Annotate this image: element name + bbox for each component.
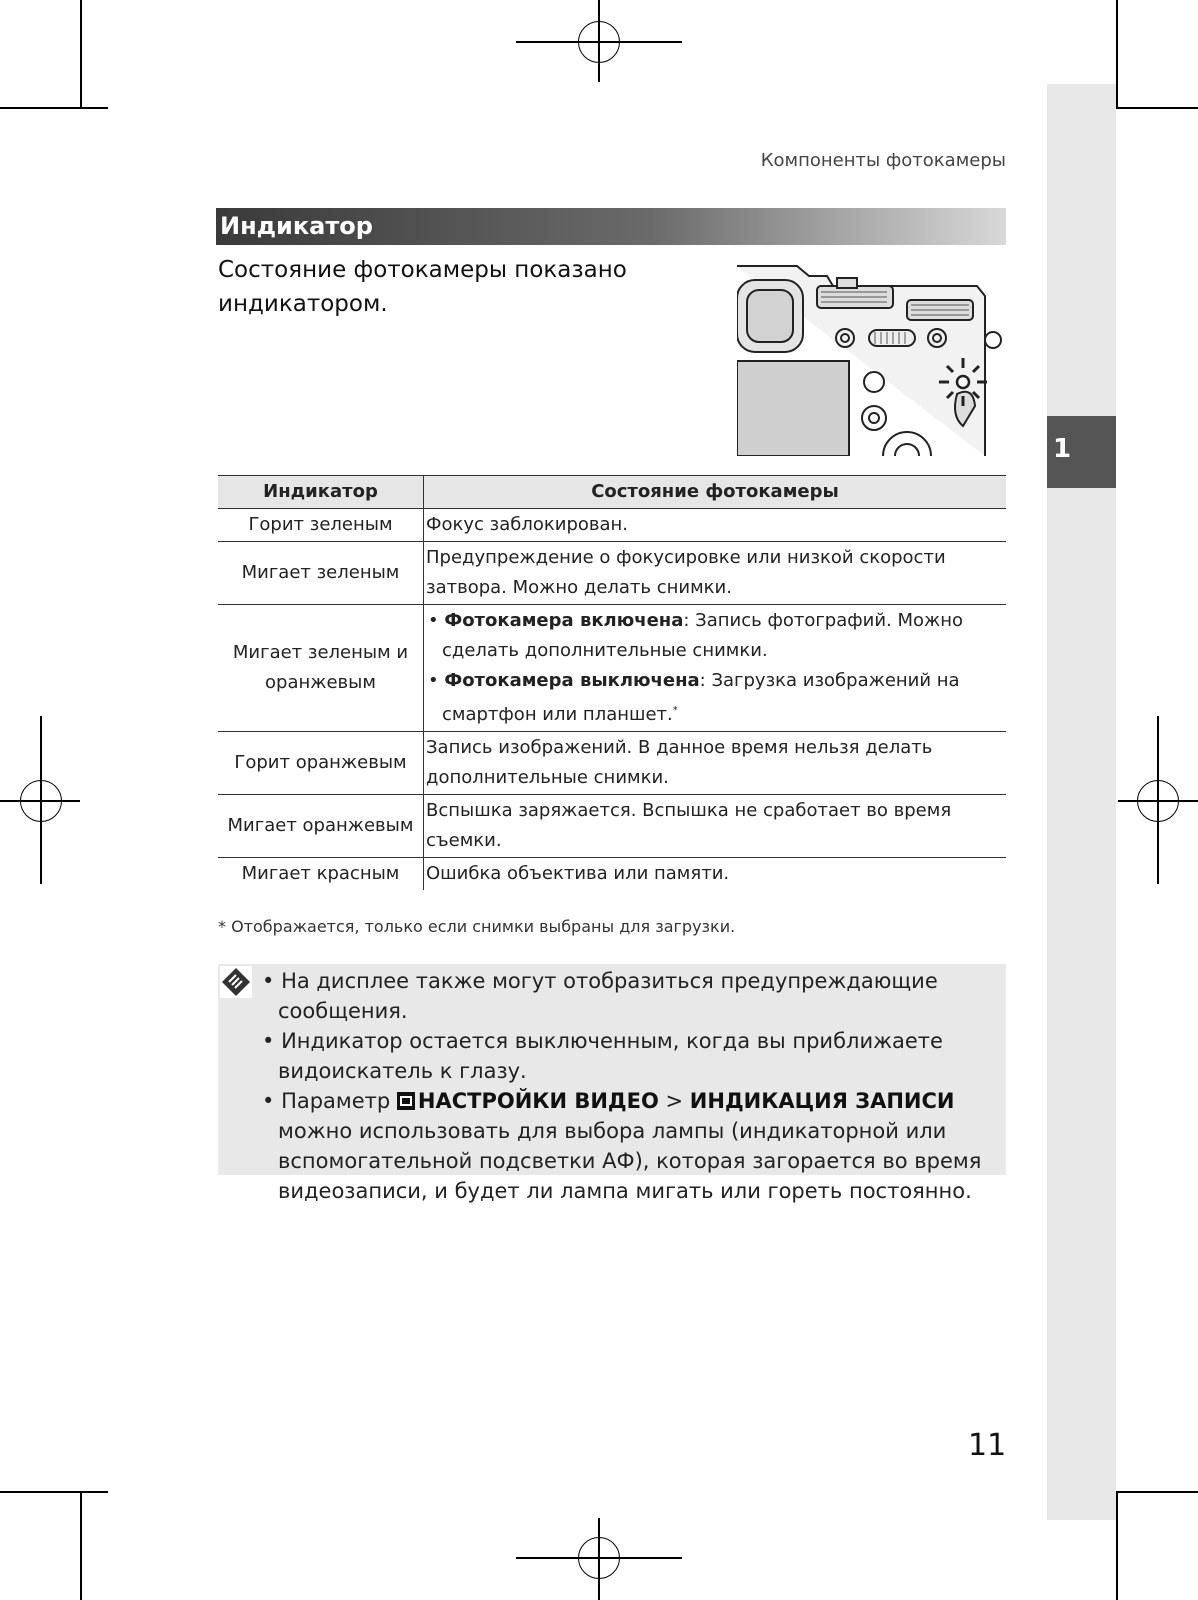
bullet-bold: Фотокамера включена xyxy=(444,610,684,631)
note-prefix: Параметр xyxy=(281,1089,397,1113)
note-item: • Индикатор остается выключенным, когда вы приближаете видоискатель к глазу. xyxy=(262,1029,943,1083)
table-row xyxy=(218,542,1006,605)
state-bullet: • Фотокамера включена: Запись фотографий. Можно сделать дополнительные снимки. xyxy=(428,610,964,661)
table-header-row xyxy=(218,476,1006,509)
note-item: • На дисплее также могут отобразиться предупреждающие сообщения. xyxy=(262,969,938,1023)
state-cell: Вспышка заряжается. Вспышка не сработает во время съемки. xyxy=(424,795,1007,858)
note-text: Индикатор остается выключенным, когда вы приближаете видоискатель к глазу. xyxy=(278,1029,943,1083)
indicator-cell: Мигает оранжевым xyxy=(218,795,424,858)
side-strip xyxy=(1047,84,1116,1520)
table-row xyxy=(218,858,1006,891)
indicator-cell: Горит оранжевым xyxy=(218,732,424,795)
state-cell: Запись изображений. В данное время нельзя делать дополнительные снимки. xyxy=(424,732,1007,795)
table-row xyxy=(218,605,1006,732)
indicator-cell xyxy=(218,605,424,732)
running-head: Компоненты фотокамеры xyxy=(760,150,1006,171)
indicator-table xyxy=(218,475,1006,890)
state-cell xyxy=(424,605,1007,732)
chapter-number: 1 xyxy=(1053,434,1072,464)
state-cell: Предупреждение о фокусировке или низкой скорости затвора. Можно делать снимки. xyxy=(424,542,1007,605)
indicator-cell: Горит зеленым xyxy=(218,509,424,542)
column-header-indicator: Индикатор xyxy=(218,476,424,509)
note-text: можно использовать для выбора лампы (индикаторной или вспомогательной подсветки АФ), которая загорается во время видеозаписи, и будет ли лампа мигать или гореть постоянно. xyxy=(278,1119,982,1203)
note-text: На дисплее также могут отобразиться предупреждающие сообщения. xyxy=(278,969,938,1023)
page-number: 11 xyxy=(968,1428,1007,1463)
state-cell: Фокус заблокирован. xyxy=(424,509,1007,542)
footnote: * Отображается, только если снимки выбраны для загрузки. xyxy=(218,917,736,936)
bullet-bold: Фотокамера выключена xyxy=(444,670,700,691)
footnote-mark: * xyxy=(672,705,678,716)
state-cell: Ошибка объектива или памяти. xyxy=(424,858,1007,891)
indicator-cell: Мигает красным xyxy=(241,863,400,884)
menu-name-video-settings: НАСТРОЙКИ ВИДЕО xyxy=(417,1089,659,1113)
menu-separator: > xyxy=(658,1089,690,1113)
bullet-text: : Загрузка изображений на смартфон или планшет. xyxy=(442,670,960,725)
section-title: Индикатор xyxy=(220,212,373,240)
intro-text: Состояние фотокамеры показано индикатором. xyxy=(218,257,627,317)
table-row xyxy=(218,795,1006,858)
movie-menu-icon xyxy=(397,1092,415,1110)
camera-illustration xyxy=(737,256,1007,456)
note-pencil-icon xyxy=(220,966,252,998)
indicator-text: Мигает зеленым и оранжевым xyxy=(232,642,409,693)
table-row xyxy=(218,732,1006,795)
note-box xyxy=(218,964,1006,1203)
bullet-text: : Запись фотографий. Можно сделать дополнительные снимки. xyxy=(442,610,964,661)
note-item: • Параметр НАСТРОЙКИ ВИДЕО > ИНДИКАЦИЯ ЗАПИСИ можно использовать для выбора лампы (индикаторной или вспомогательной подсветки АФ), которая загорается во время видеозаписи, и будет ли лампа мигать или гореть постоянно. xyxy=(262,1089,982,1203)
column-header-state: Состояние фотокамеры xyxy=(424,476,1007,509)
note-list xyxy=(260,966,1000,1206)
table-row xyxy=(218,509,1006,542)
section-header xyxy=(216,208,1006,245)
state-bullet: • Фотокамера выключена: Загрузка изображений на смартфон или планшет.* xyxy=(428,670,960,725)
chapter-tab[interactable] xyxy=(1047,416,1116,488)
menu-name-recording-indicator: ИНДИКАЦИЯ ЗАПИСИ xyxy=(689,1089,955,1113)
indicator-cell: Мигает зеленым xyxy=(218,542,424,605)
